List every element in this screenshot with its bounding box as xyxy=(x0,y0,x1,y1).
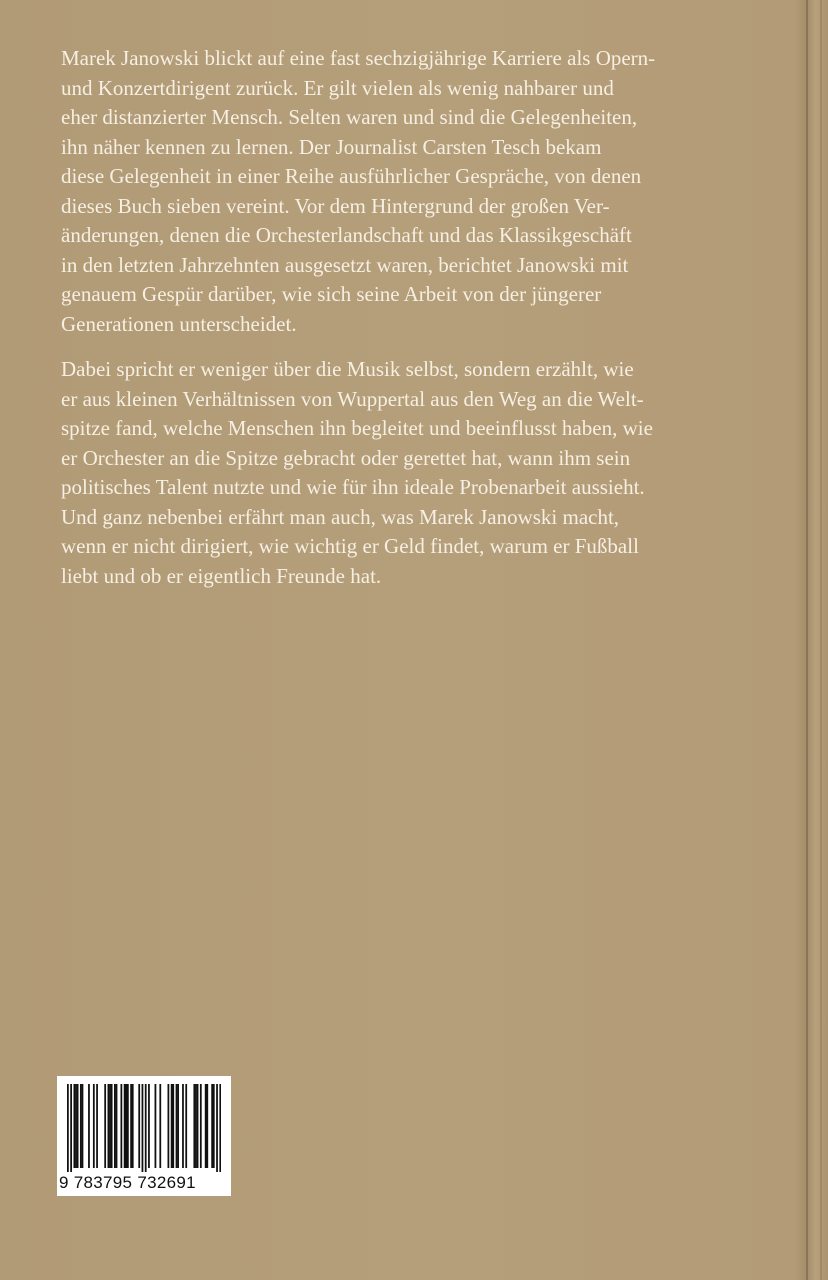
barcode-bar xyxy=(182,1084,184,1168)
barcode-bar xyxy=(172,1084,174,1168)
barcode-bar xyxy=(127,1084,129,1168)
barcode-bar xyxy=(96,1084,98,1168)
barcode-bar xyxy=(120,1084,122,1168)
barcode-bar xyxy=(125,1084,127,1168)
barcode-bar xyxy=(206,1084,208,1168)
barcode-bar xyxy=(114,1084,116,1168)
barcode-bar xyxy=(145,1084,147,1172)
barcode-bar xyxy=(216,1084,218,1172)
barcode-bar xyxy=(130,1084,132,1168)
barcode-bar xyxy=(73,1084,75,1168)
blurb-text xyxy=(61,44,771,607)
barcode-bar xyxy=(80,1084,82,1168)
barcode-bar xyxy=(205,1084,207,1168)
barcode-bar xyxy=(67,1084,69,1172)
barcode-bar xyxy=(211,1084,213,1168)
barcode-bar xyxy=(111,1084,113,1168)
barcode-bar xyxy=(177,1084,179,1168)
barcode-bars xyxy=(67,1084,221,1172)
blurb-paragraph: Marek Janowski blickt auf eine fast sechzigjährige Karriere als Opern- und Konzertdirigent zurück. Er gilt vielen als wenig nahbarer und eher distanzierter Mensch. Selten waren und sind die Gelegenheiten, ihn näher kennen zu lernen. Der Journalist Carsten Tesch bekam diese Gelegenheit in einer Reihe ausführlicher Gespräche, von denen dieses Buch sieben vereint. Vor dem Hintergrund der großen Ver- änderungen, denen die Orchesterlandschaft und das Klassikgeschäft in den letzten Jahrzehnten ausgesetzt waren, berichtet Janowski mit genauem Gespür darüber, wie sich seine Arbeit von der jüngerer Generationen unterscheidet. xyxy=(61,46,656,336)
barcode-bar xyxy=(213,1084,215,1168)
barcode-bar xyxy=(171,1084,173,1168)
barcode-bar xyxy=(185,1084,187,1168)
barcode-bar xyxy=(104,1084,106,1168)
blurb-paragraph: Dabei spricht er weniger über die Musik selbst, sondern erzählt, wie er aus kleinen Verhältnissen von Wuppertal aus den Weg an die Welt- spitze fand, welche Menschen ihn begleitet und beeinflusst haben, wie er Orchester an die Spitze gebracht oder gerettet hat, wann ihm sein politisches Talent nutzte und wie für ihn ideale Probenarbeit aussieht. Und ganz nebenbei erfährt man auch, was Marek Janowski macht, wenn er nicht dirigiert, wie wichtig er Geld findet, warum er Fußball liebt und ob er eigentlich Freunde hat. xyxy=(61,357,653,588)
isbn-digits: 9 783795 732691 xyxy=(59,1173,196,1192)
barcode-bar xyxy=(176,1084,178,1168)
barcode-bar xyxy=(219,1084,221,1172)
barcode-bar xyxy=(108,1084,110,1168)
barcode-bar xyxy=(195,1084,197,1168)
barcode-bar xyxy=(138,1084,140,1168)
barcode-bar xyxy=(142,1084,144,1172)
spine-edge-line xyxy=(820,0,822,1280)
barcode-bar xyxy=(109,1084,111,1168)
barcode-bar xyxy=(148,1084,150,1168)
barcode-bar xyxy=(124,1084,126,1168)
barcode-bar xyxy=(168,1084,170,1168)
barcode-bar xyxy=(159,1084,161,1168)
barcode-bar xyxy=(70,1084,72,1172)
barcode-bar xyxy=(155,1084,157,1168)
barcode-bar xyxy=(200,1084,202,1168)
isbn-barcode xyxy=(57,1076,231,1196)
spine-edge-line xyxy=(806,0,808,1280)
barcode-bar xyxy=(88,1084,90,1168)
barcode-bar xyxy=(197,1084,199,1168)
barcode-bar xyxy=(132,1084,134,1168)
barcode-bar xyxy=(77,1084,79,1168)
barcode-bar xyxy=(82,1084,84,1168)
barcode-bar xyxy=(116,1084,118,1168)
barcode-bar xyxy=(193,1084,195,1168)
barcode-bar xyxy=(93,1084,95,1168)
barcode-bar xyxy=(75,1084,77,1168)
